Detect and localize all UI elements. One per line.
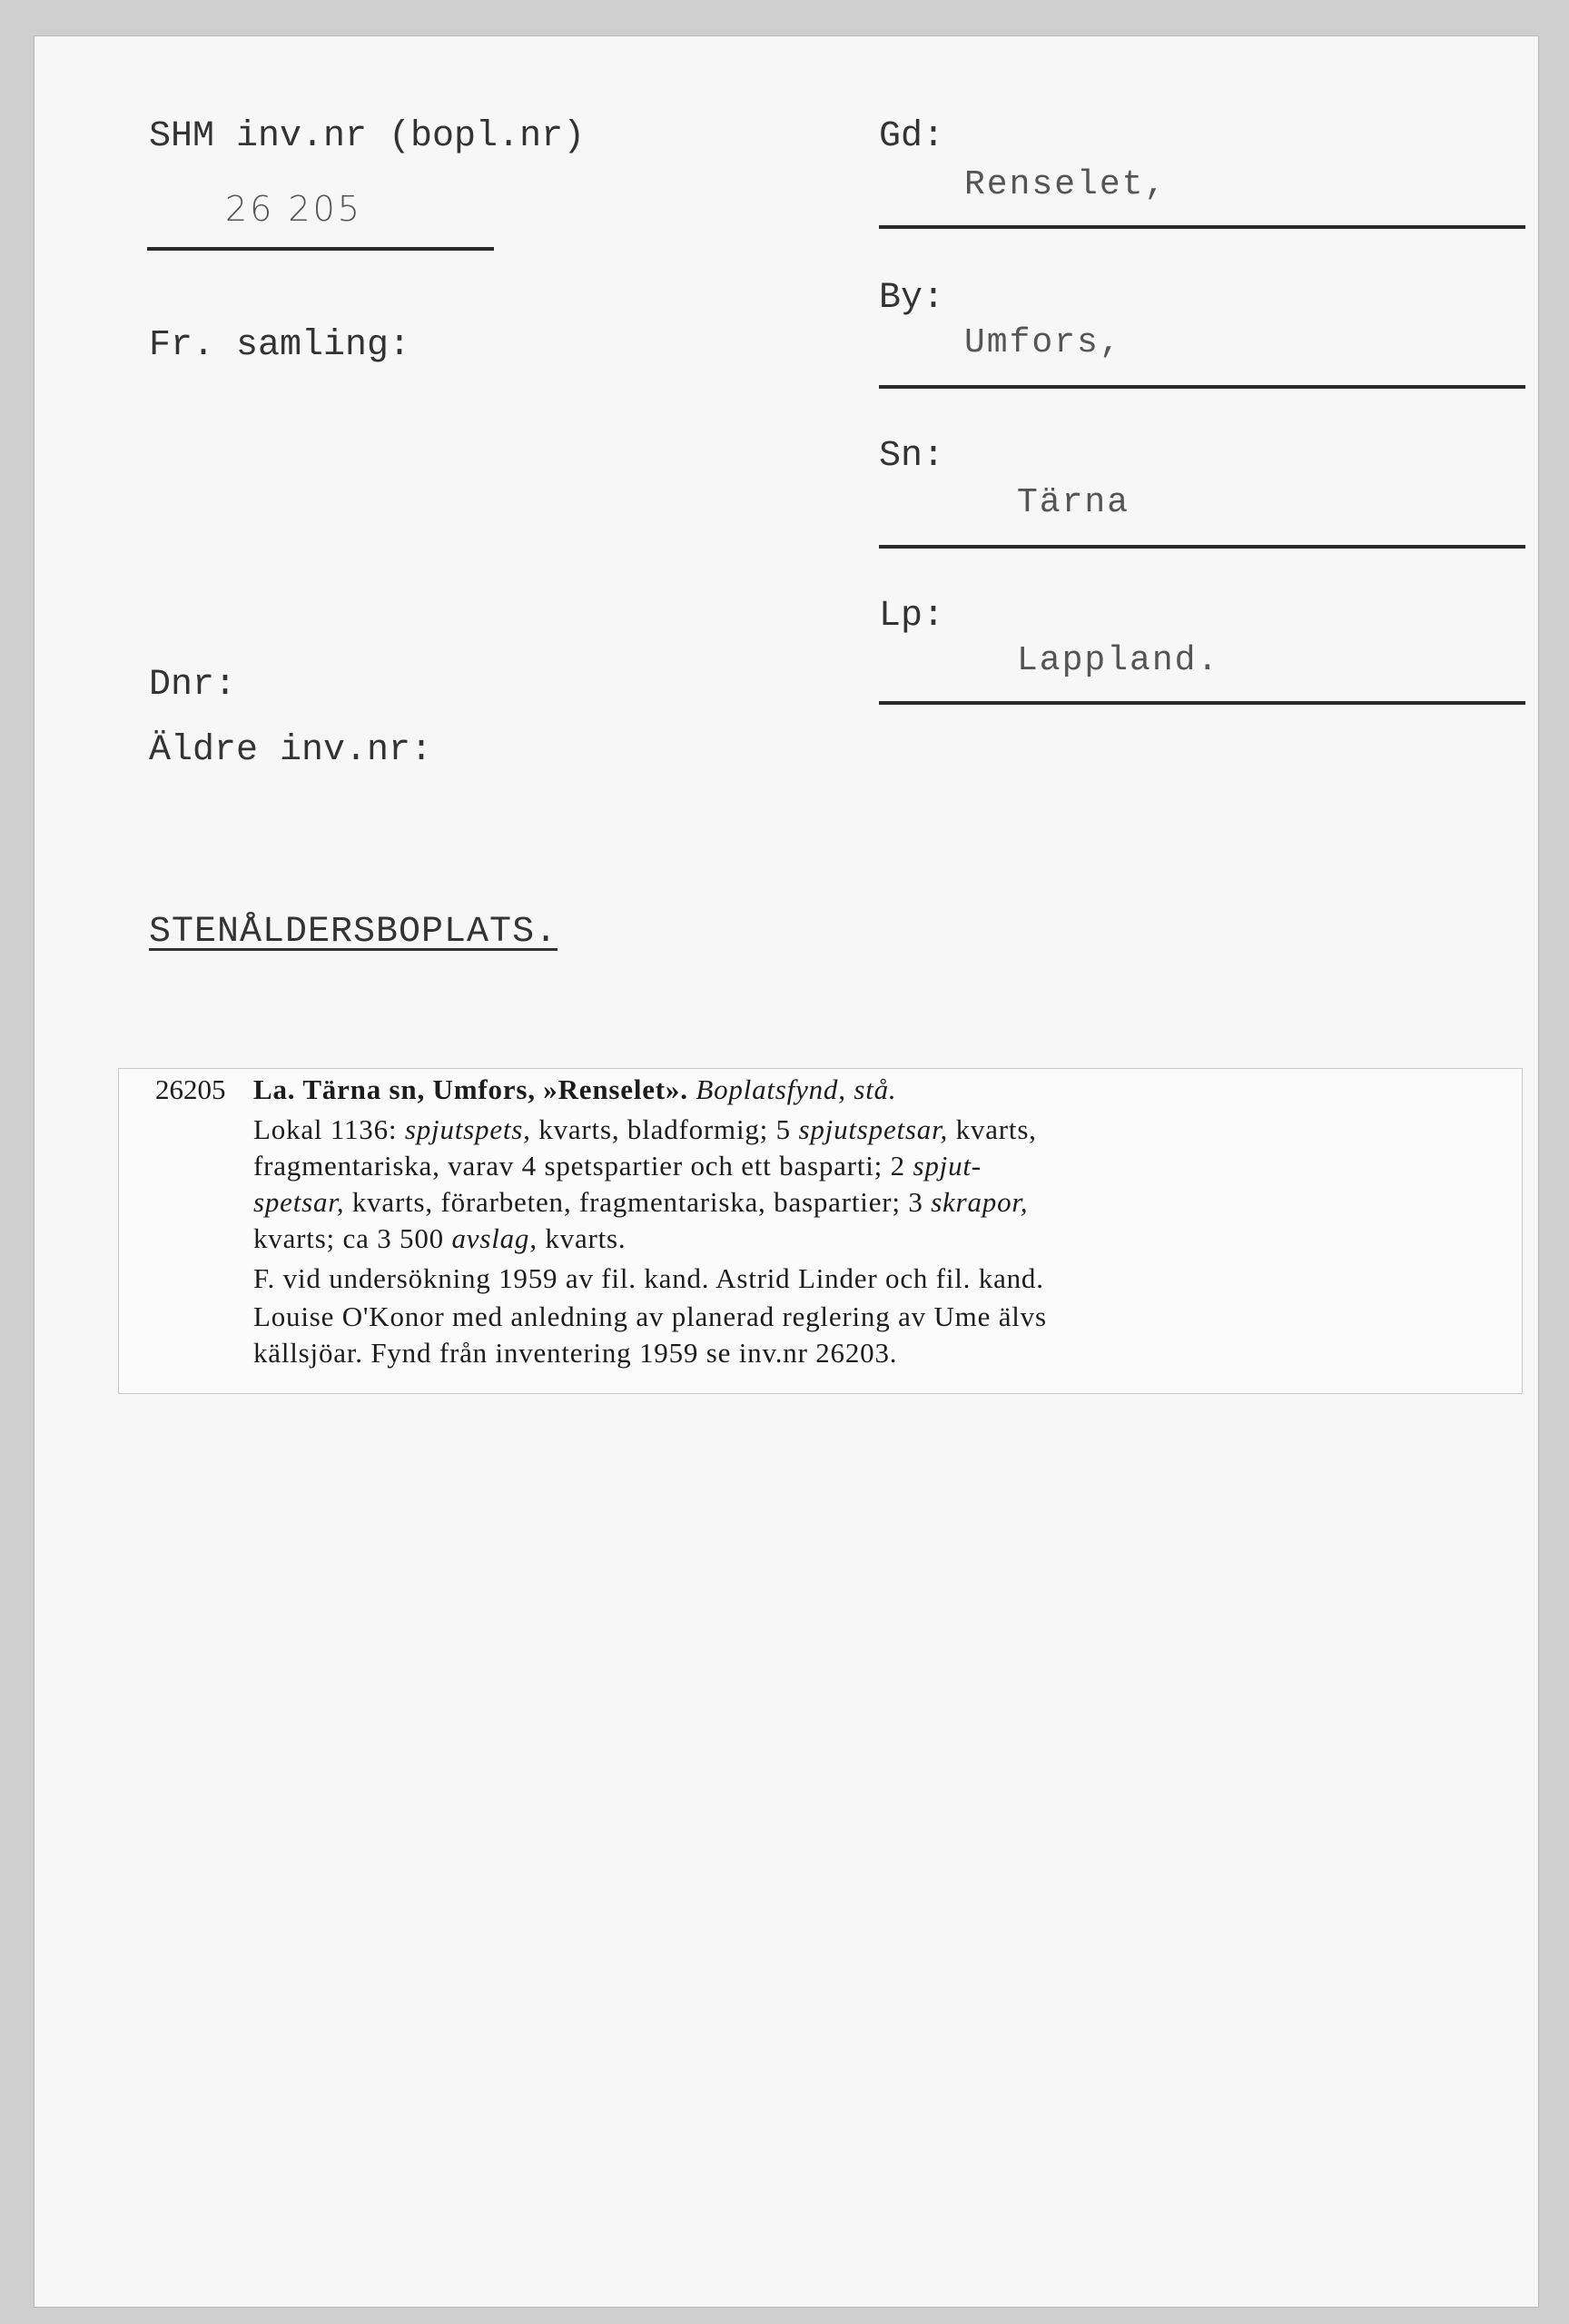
clipping-line-2 xyxy=(253,1113,1037,1147)
clipping-text: Lokal 1136: xyxy=(253,1113,405,1145)
clipping-text-italic: spjut- xyxy=(913,1150,982,1182)
sn-value: Tärna xyxy=(1017,483,1130,522)
aldre-inv-label: Äldre inv.nr: xyxy=(149,730,433,771)
clipping-line-7: Louise O'Konor med anledning av planerad reglering av Ume älvs xyxy=(253,1300,1047,1332)
clipping-header-bold: La. Tärna sn, Umfors, »Renselet». xyxy=(253,1073,688,1105)
lp-label: Lp: xyxy=(879,596,945,637)
heading: STENÅLDERSBOPLATS. xyxy=(149,912,558,953)
catalog-clipping xyxy=(118,1068,1523,1394)
clipping-line-5 xyxy=(253,1221,626,1256)
shm-divider xyxy=(147,247,494,251)
lp-divider xyxy=(879,701,1525,705)
clipping-header-italic: Boplatsfynd, stå. xyxy=(696,1073,897,1105)
clipping-text: kvarts, xyxy=(948,1113,1037,1145)
clipping-text: fragmentariska, varav 4 spetspartier och ett basparti; 2 xyxy=(253,1150,905,1182)
clipping-text-italic: spjutspets, xyxy=(404,1113,531,1145)
clipping-text-italic: spetsar, xyxy=(253,1186,345,1218)
clipping-line-3 xyxy=(253,1149,982,1183)
clipping-line-1 xyxy=(253,1073,896,1107)
clipping-line-6: F. vid undersökning 1959 av fil. kand. Astrid Linder och fil. kand. xyxy=(253,1262,1044,1294)
clipping-text-italic: avslag, xyxy=(451,1222,538,1254)
clipping-text: kvarts. xyxy=(537,1222,627,1254)
dnr-label: Dnr: xyxy=(149,665,237,706)
clipping-line-4 xyxy=(253,1185,1028,1220)
by-value: Umfors, xyxy=(964,323,1122,362)
clipping-line-8: källsjöar. Fynd från inventering 1959 se inv.nr 26203. xyxy=(253,1337,898,1369)
clipping-text: kvarts, förarbeten, fragmentariska, baspartier; 3 xyxy=(344,1186,932,1218)
shm-inv-value: 26 205 xyxy=(225,189,362,229)
gd-divider xyxy=(879,225,1525,229)
sn-label: Sn: xyxy=(879,436,945,477)
fr-samling-label: Fr. samling: xyxy=(149,325,411,366)
clipping-text: kvarts; ca 3 500 xyxy=(253,1222,452,1254)
lp-value: Lappland. xyxy=(1017,641,1220,680)
clipping-text-italic: skrapor, xyxy=(931,1186,1029,1218)
gd-value: Renselet, xyxy=(964,165,1168,204)
gd-label: Gd: xyxy=(879,116,945,157)
clipping-inv-no: 26205 xyxy=(155,1073,226,1105)
shm-inv-label: SHM inv.nr (bopl.nr) xyxy=(149,116,586,157)
by-label: By: xyxy=(879,278,945,319)
clipping-text: kvarts, bladformig; 5 xyxy=(530,1113,799,1145)
sn-divider xyxy=(879,545,1525,549)
clipping-text-italic: spjutspetsar, xyxy=(798,1113,949,1145)
by-divider xyxy=(879,385,1525,389)
